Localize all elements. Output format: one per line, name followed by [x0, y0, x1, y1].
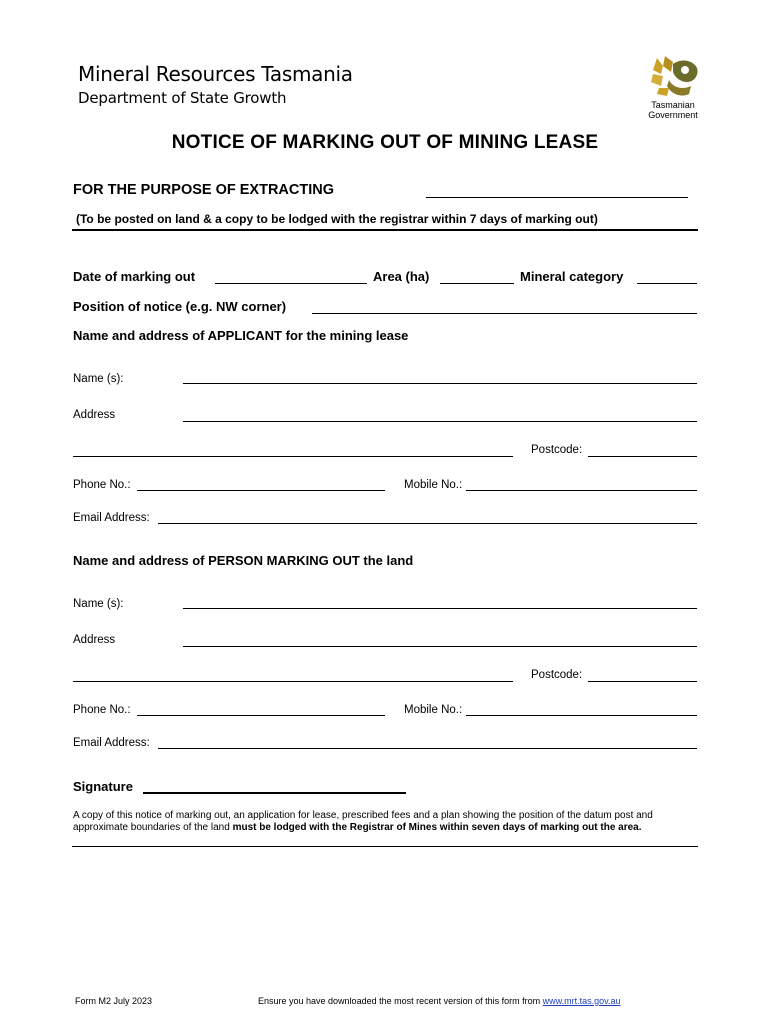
lodgement-notice-emphasis: must be lodged with the Registrar of Mines within seven days of marking out the area.: [232, 822, 642, 833]
department-name: Department of State Growth: [78, 89, 287, 107]
marker-address-label: Address: [73, 634, 116, 646]
applicant-postcode-label: Postcode:: [531, 444, 583, 456]
applicant-heading: Name and address of APPLICANT for the mining lease: [73, 328, 409, 343]
applicant-mobile-label: Mobile No.:: [404, 479, 463, 491]
logo-text: Tasmanian Government: [648, 100, 698, 120]
applicant-phone-label: Phone No.:: [73, 479, 131, 491]
applicant-address-label: Address: [73, 409, 116, 421]
applicant-mobile-field[interactable]: [466, 490, 697, 491]
marker-mobile-field[interactable]: [466, 715, 697, 716]
marker-email-label: Email Address:: [73, 737, 150, 749]
applicant-address-field[interactable]: [183, 421, 697, 422]
mrt-website-link[interactable]: www.mrt.tas.gov.au: [542, 996, 621, 1006]
applicant-address-line2-field[interactable]: [73, 456, 513, 457]
position-label: Position of notice (e.g. NW corner): [73, 299, 287, 314]
signature-field[interactable]: [143, 792, 406, 794]
purpose-label: FOR THE PURPOSE OF EXTRACTING: [73, 182, 335, 198]
lodgement-notice-text: A copy of this notice of marking out, an application for lease, prescribed fees and a plan showing the position of the datum post and approximate boundaries of the land: [73, 810, 653, 833]
applicant-postcode-field[interactable]: [588, 456, 697, 457]
purpose-field[interactable]: [426, 197, 688, 198]
applicant-email-label: Email Address:: [73, 512, 150, 524]
marker-phone-field[interactable]: [137, 715, 385, 716]
marker-name-label: Name (s):: [73, 598, 124, 610]
footer-note: [258, 996, 621, 1006]
marker-email-field[interactable]: [158, 748, 697, 749]
marker-postcode-field[interactable]: [588, 681, 697, 682]
marker-phone-label: Phone No.:: [73, 704, 131, 716]
posting-note: (To be posted on land & a copy to be lodged with the registrar within 7 days of marking out): [76, 212, 598, 226]
mineral-category-label: Mineral category: [520, 269, 624, 284]
marker-name-field[interactable]: [183, 608, 697, 609]
marker-postcode-label: Postcode:: [531, 669, 583, 681]
marker-heading: Name and address of PERSON MARKING OUT the land: [73, 553, 414, 568]
position-field[interactable]: [312, 313, 697, 314]
divider: [72, 229, 698, 231]
marker-address-line2-field[interactable]: [73, 681, 513, 682]
page-title: NOTICE OF MARKING OUT OF MINING LEASE: [171, 132, 599, 153]
footer-text: Ensure you have downloaded the most recent version of this form from: [258, 996, 543, 1006]
divider: [72, 846, 698, 847]
applicant-name-label: Name (s):: [73, 373, 124, 385]
date-field[interactable]: [215, 283, 367, 284]
signature-label: Signature: [73, 779, 133, 794]
applicant-name-field[interactable]: [183, 383, 697, 384]
lodgement-notice: [73, 810, 698, 834]
date-label: Date of marking out: [73, 269, 196, 284]
applicant-email-field[interactable]: [158, 523, 697, 524]
area-field[interactable]: [440, 283, 514, 284]
area-label: Area (ha): [373, 269, 430, 284]
org-name: Mineral Resources Tasmania: [78, 62, 353, 86]
applicant-phone-field[interactable]: [137, 490, 385, 491]
marker-address-field[interactable]: [183, 646, 697, 647]
marker-mobile-label: Mobile No.:: [404, 704, 463, 716]
form-id: Form M2 July 2023: [75, 996, 153, 1006]
mineral-category-field[interactable]: [637, 283, 697, 284]
